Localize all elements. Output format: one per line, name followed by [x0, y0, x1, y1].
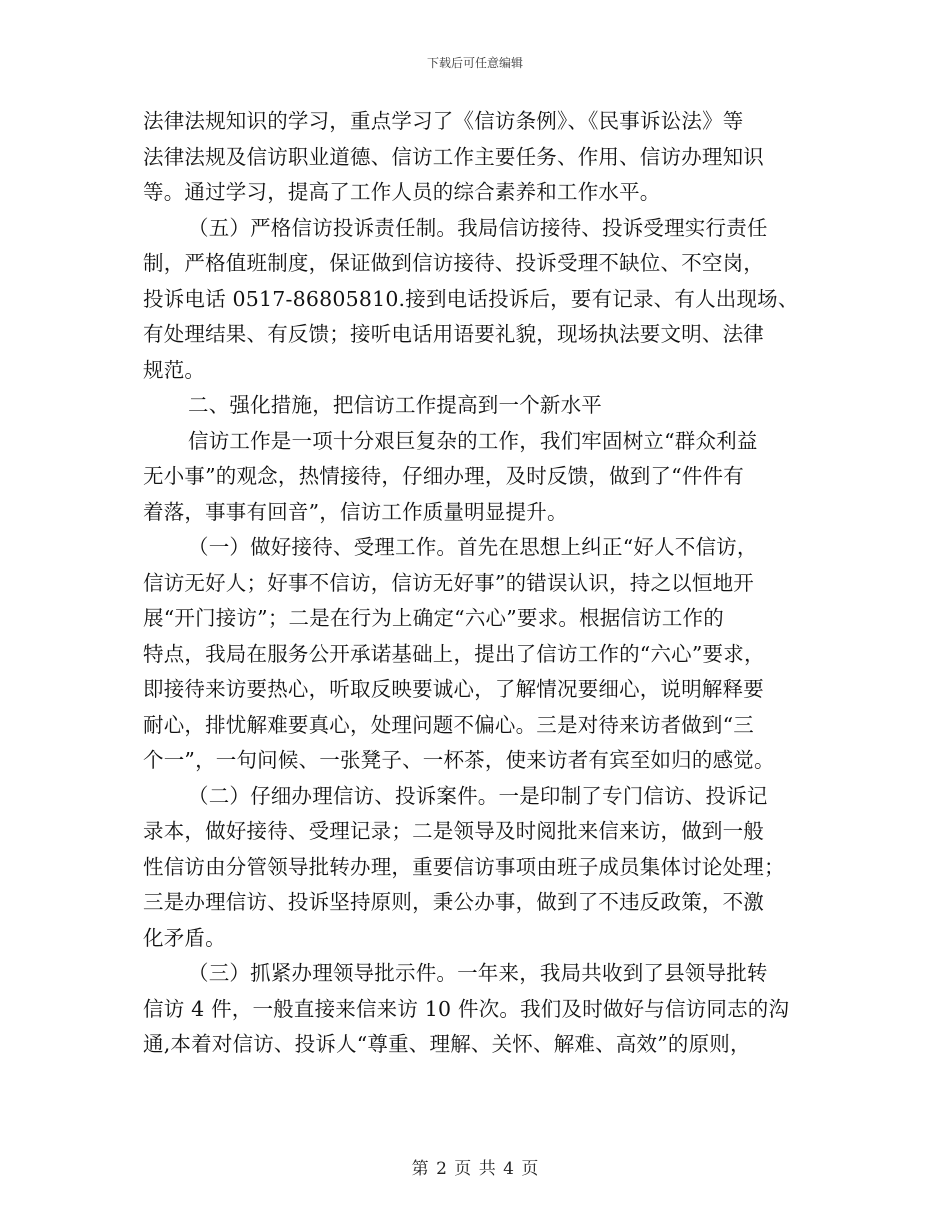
text-line: 制，严格值班制度，保证做到信访接待、投诉受理不缺位、不空岗，: [143, 251, 764, 275]
text-line: 耐心，排忧解难要真心，处理问题不偏心。三是对待来访者做到“三: [143, 712, 754, 737]
text-line: 展“开门接访”；二是在行为上确定“六心”要求。根据信访工作的: [143, 606, 724, 630]
text-line: 信访无好人；好事不信访，信访无好事”的错误认识，持之以恒地开: [143, 570, 754, 595]
text-line: （三）抓紧办理领导批示件。一年来，我局共收到了县领导批转: [188, 961, 768, 985]
text-line: 规范。: [143, 357, 206, 382]
text-line: 等。通过学习，提高了工作人员的综合素养和工作水平。: [143, 180, 661, 204]
text-line: 信访 4 件，一般直接来信来访 10 件次。我们及时做好与信访同志的沟: [143, 996, 790, 1021]
page-header: 下载后可任意编辑: [426, 56, 523, 70]
document-body: [143, 104, 808, 1063]
text-line: （二）仔细办理信访、投诉案件。一是印制了专门信访、投诉记: [188, 783, 768, 808]
text-line: 特点，我局在服务公开承诺基础上，提出了信访工作的“六心”要求，: [143, 641, 765, 666]
text-line: 个一”，一句问候、一张凳子、一杯茶，使来访者有宾至如归的感觉。: [143, 748, 775, 772]
text-line: 投诉电话 0517-86805810.接到电话投诉后，要有记录、有人出现场、: [143, 286, 799, 311]
text-line: 通,本着对信访、投诉人“尊重、理解、关怀、解难、高效”的原则，: [143, 1032, 751, 1056]
text-line: 录本，做好接待、受理记录；二是领导及时阅批来信来访，做到一般: [143, 819, 764, 843]
text-line: 二、强化措施，把信访工作提高到一个新水平: [188, 393, 602, 417]
text-line: 有处理结果、有反馈；接听电话用语要礼貌，现场执法要文明、法律: [143, 322, 764, 346]
text-line: 即接待来访要热心，听取反映要诚心，了解情况要细心，说明解释要: [143, 677, 764, 701]
text-line: 化矛盾。: [143, 925, 226, 950]
text-line: 三是办理信访、投诉坚持原则，秉公办事，做到了不违反政策，不激: [143, 890, 764, 914]
text-line: 法律法规及信访职业道德、信访工作主要任务、作用、信访办理知识: [143, 144, 764, 169]
text-line: 着落，事事有回音”，信访工作质量明显提升。: [143, 499, 568, 524]
text-line: 法律法规知识的学习，重点学习了《信访条例》、《民事诉讼法》等: [143, 109, 744, 133]
text-line: （五）严格信访投诉责任制。我局信访接待、投诉受理实行责任: [188, 215, 768, 240]
text-line: 性信访由分管领导批转办理，重要信访事项由班子成员集体讨论处理；: [143, 854, 785, 879]
text-line: 信访工作是一项十分艰巨复杂的工作，我们牢固树立“群众利益: [188, 428, 758, 453]
page-footer: 第 2 页 共 4 页: [411, 1159, 539, 1179]
text-line: 无小事”的观念，热情接待，仔细办理，及时反馈，做到了“件件有: [143, 464, 744, 488]
text-line: （一）做好接待、受理工作。首先在思想上纠正“好人不信访，: [188, 535, 758, 559]
